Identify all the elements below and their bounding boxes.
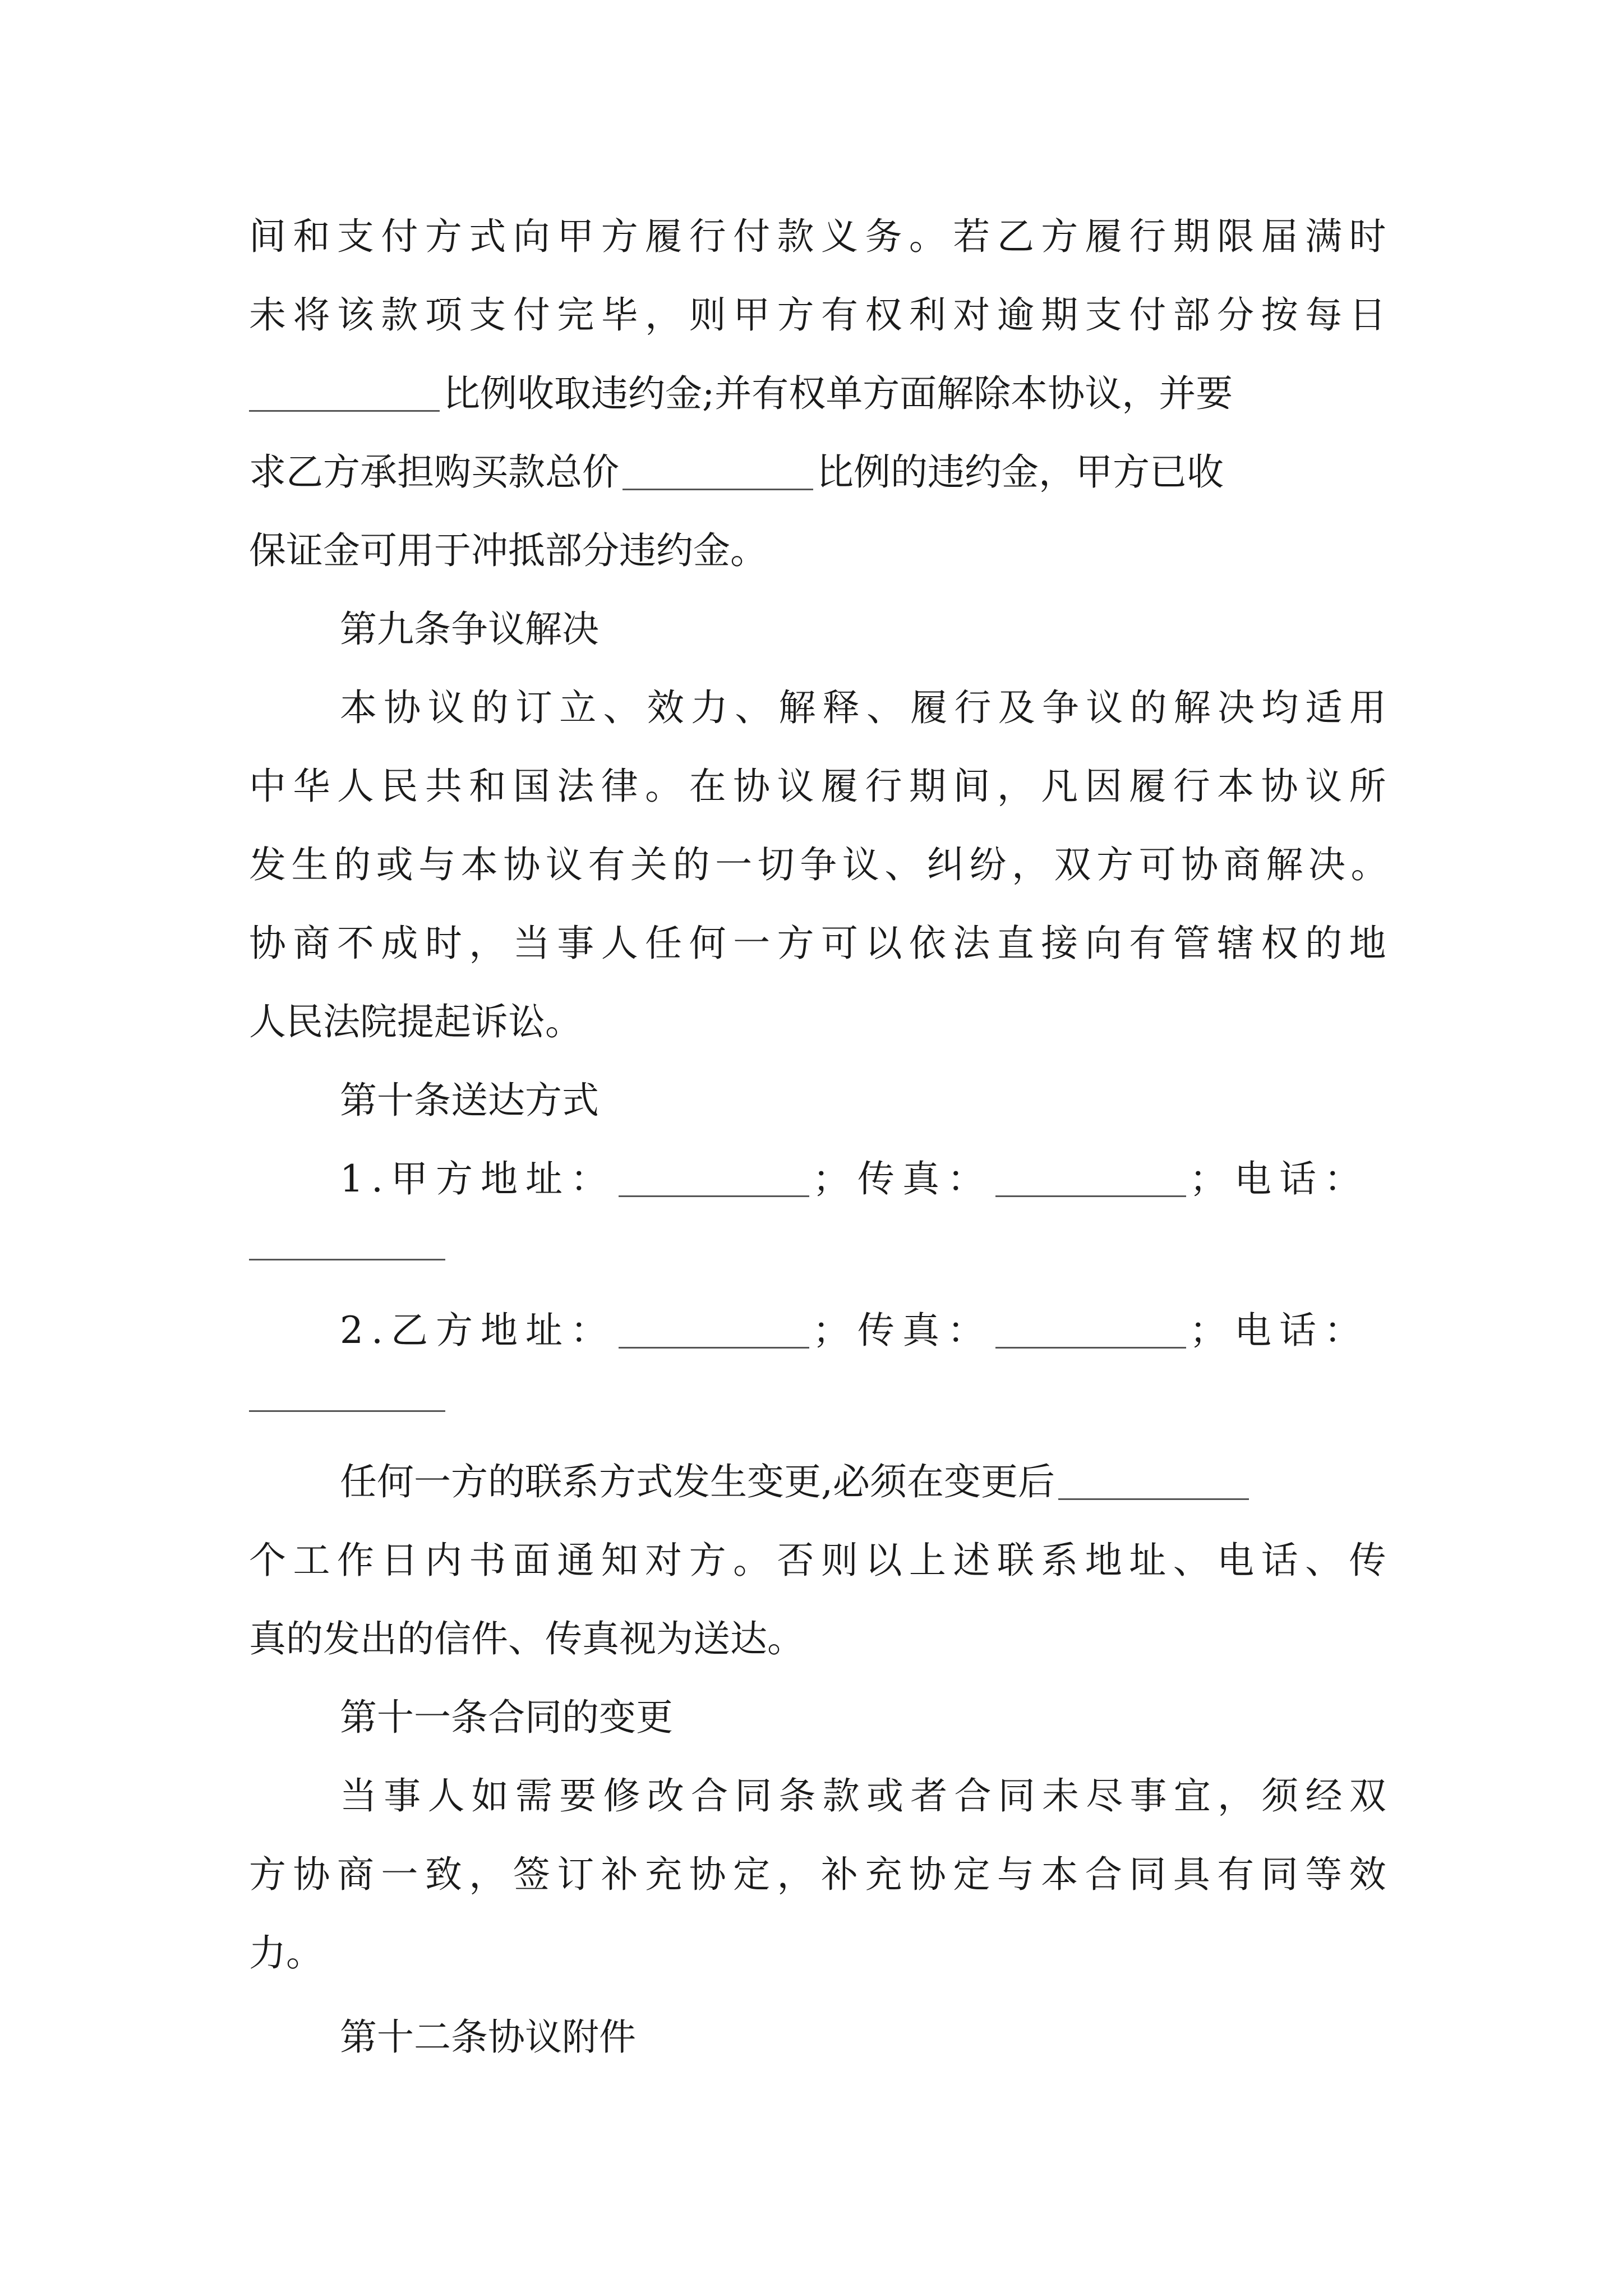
text-line: 真的发出的信件、传真视为送达。 bbox=[249, 1617, 804, 1660]
text-line: 未将该款项支付完毕，则甲方有权利对逾期支付部分按每日 bbox=[249, 293, 1393, 337]
fill-in-blank[interactable] bbox=[623, 455, 813, 490]
text-line: 求乙方承担购买款总价 bbox=[249, 450, 619, 494]
heading-text: 第九条争议解决 bbox=[340, 608, 599, 651]
paragraph-line bbox=[249, 366, 1393, 422]
text-line: 比例收取违约金;并有权单方面解除本协议，并要 bbox=[443, 372, 1233, 415]
paragraph-line bbox=[249, 1925, 1393, 1981]
paragraph-line bbox=[249, 1533, 1393, 1589]
text-line: 个工作日内书面通知对方。否则以上述联系地址、电话、传 bbox=[249, 1539, 1393, 1582]
text-line: 任何一方的联系方式发生变更,必须在变更后 bbox=[340, 1460, 1055, 1503]
paragraph-line bbox=[249, 758, 1393, 815]
text-line: 本协议的订立、效力、解释、履行及争议的解决均适用 bbox=[340, 686, 1393, 729]
party-b-phone-label: ；电话： bbox=[1189, 1309, 1369, 1352]
paragraph-line bbox=[249, 1611, 1393, 1667]
heading-text: 第十条送达方式 bbox=[340, 1079, 599, 1122]
text-line: 人民法院提起诉讼。 bbox=[249, 1000, 582, 1043]
section-heading bbox=[340, 601, 1484, 657]
paragraph-line bbox=[249, 523, 1393, 579]
paragraph-line bbox=[340, 680, 1484, 736]
section-heading bbox=[340, 1690, 1484, 1746]
text-line: 中华人民共和国法律。在协议履行期间，凡因履行本协议所 bbox=[249, 765, 1393, 808]
paragraph-line bbox=[249, 209, 1393, 265]
party-a-phone-label: ；电话： bbox=[1189, 1157, 1369, 1200]
text-line: 比例的违约金，甲方已收 bbox=[817, 450, 1224, 494]
text-line: 方协商一致，签订补充协定，补充协定与本合同具有同等效 bbox=[249, 1853, 1393, 1896]
text-line: 保证金可用于冲抵部分违约金。 bbox=[249, 529, 767, 572]
text-line: 力。 bbox=[249, 1931, 323, 1975]
party-b-fax-field[interactable] bbox=[995, 1313, 1186, 1349]
section-heading bbox=[340, 1073, 1484, 1129]
section-heading bbox=[340, 2009, 1484, 2065]
party-b-address-field[interactable] bbox=[619, 1313, 809, 1349]
text-line: 协商不成时，当事人任何一方可以依法直接向有管辖权的地 bbox=[249, 922, 1393, 965]
fill-in-blank[interactable] bbox=[249, 376, 440, 412]
notice-days-field[interactable] bbox=[1058, 1465, 1249, 1500]
party-b-phone-field[interactable] bbox=[249, 1410, 445, 1412]
paragraph-line bbox=[249, 994, 1393, 1050]
text-line: 发生的或与本协议有关的一切争议、纠纷，双方可协商解决。 bbox=[249, 843, 1393, 886]
party-a-address-label: 1.甲方地址： bbox=[340, 1157, 615, 1200]
paragraph-line bbox=[340, 1454, 1484, 1510]
paragraph-line bbox=[249, 1847, 1393, 1903]
heading-text: 第十二条协议附件 bbox=[340, 2016, 636, 2059]
party-b-contact-line bbox=[340, 1303, 1393, 1359]
party-a-fax-label: ；传真： bbox=[812, 1157, 992, 1200]
text-line: 间和支付方式向甲方履行付款义务。若乙方履行期限届满时 bbox=[249, 215, 1393, 258]
paragraph-line bbox=[340, 1768, 1484, 1824]
heading-text: 第十一条合同的变更 bbox=[340, 1696, 673, 1739]
party-b-address-label: 2.乙方地址： bbox=[340, 1309, 615, 1352]
party-a-fax-field[interactable] bbox=[995, 1162, 1186, 1197]
party-a-address-field[interactable] bbox=[619, 1162, 809, 1197]
party-b-fax-label: ；传真： bbox=[812, 1309, 992, 1352]
paragraph-line bbox=[249, 287, 1393, 343]
paragraph-line bbox=[249, 444, 1393, 500]
paragraph-line bbox=[249, 837, 1393, 893]
paragraph-line bbox=[249, 915, 1393, 972]
party-a-contact-line bbox=[340, 1151, 1393, 1207]
party-a-phone-field[interactable] bbox=[249, 1259, 445, 1260]
text-line: 当事人如需要修改合同条款或者合同未尽事宜，须经双 bbox=[340, 1774, 1393, 1818]
